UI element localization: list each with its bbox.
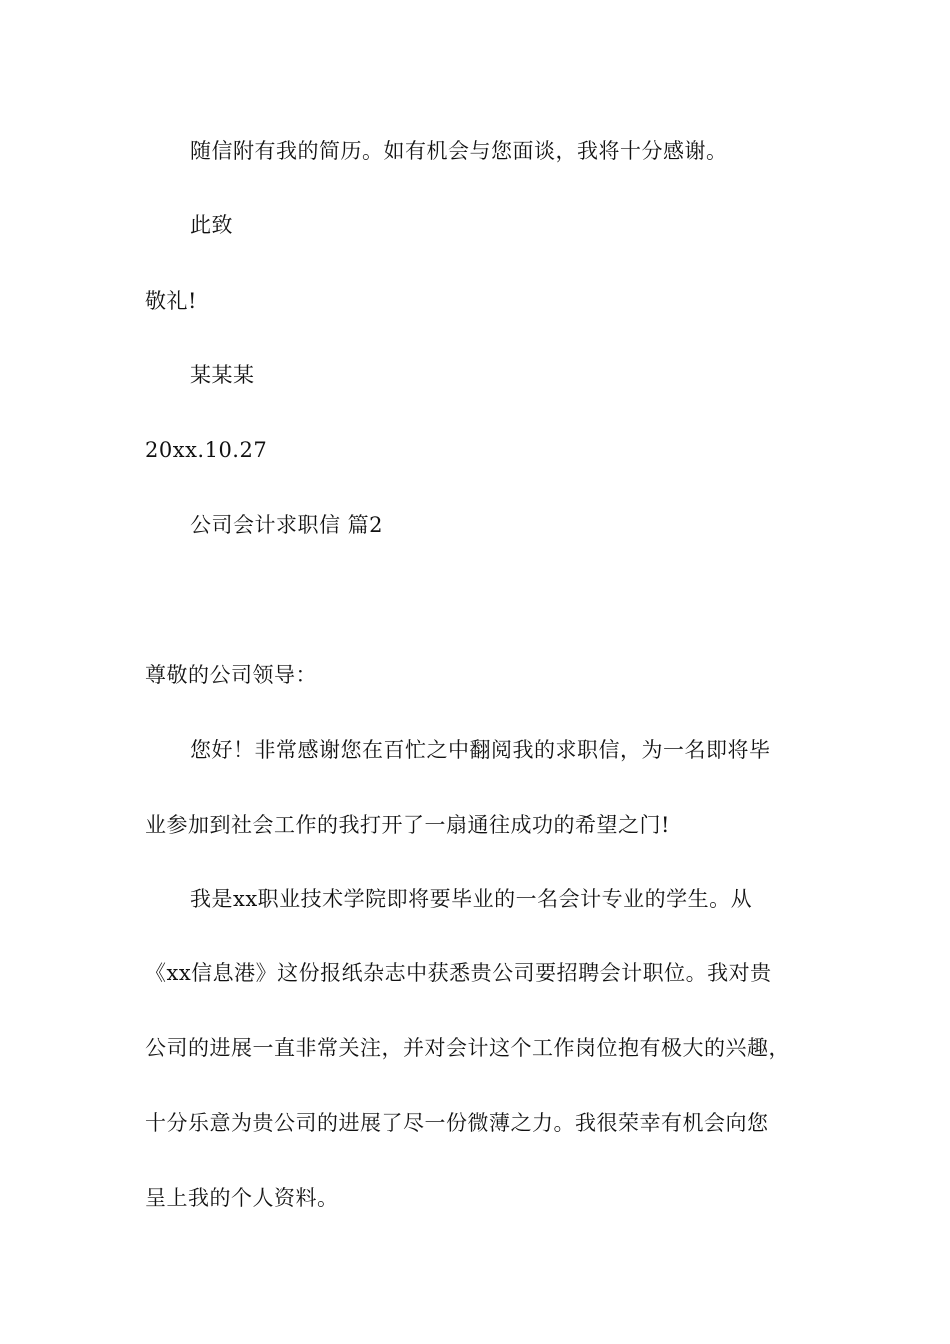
signature-name: 某某某 xyxy=(190,363,255,387)
closing-paragraph: 随信附有我的简历。如有机会与您面谈，我将十分感谢。 xyxy=(190,139,728,163)
salutation-close: 此致 xyxy=(190,213,233,237)
letter-greeting: 尊敬的公司领导： xyxy=(145,663,317,687)
paragraph-line: 业参加到社会工作的我打开了一扇通往成功的希望之门! xyxy=(145,813,670,837)
signature-date: 20xx.10.27 xyxy=(145,438,268,462)
paragraph-line: 十分乐意为贵公司的进展了尽一份微薄之力。我很荣幸有机会向您 xyxy=(145,1111,769,1135)
paragraph-line: 我是xx职业技术学院即将要毕业的一名会计专业的学生。从 xyxy=(190,887,753,911)
section-heading: 公司会计求职信 篇2 xyxy=(190,513,384,537)
paragraph-line: 呈上我的个人资料。 xyxy=(145,1186,339,1210)
salutation-regards: 敬礼! xyxy=(145,289,197,313)
paragraph-line: 公司的进展一直非常关注，并对会计这个工作岗位抱有极大的兴趣， xyxy=(145,1036,790,1060)
paragraph-line: 《xx信息港》这份报纸杂志中获悉贵公司要招聘会计职位。我对贵 xyxy=(145,961,772,985)
paragraph-line: 您好！非常感谢您在百忙之中翻阅我的求职信，为一名即将毕 xyxy=(190,738,771,762)
